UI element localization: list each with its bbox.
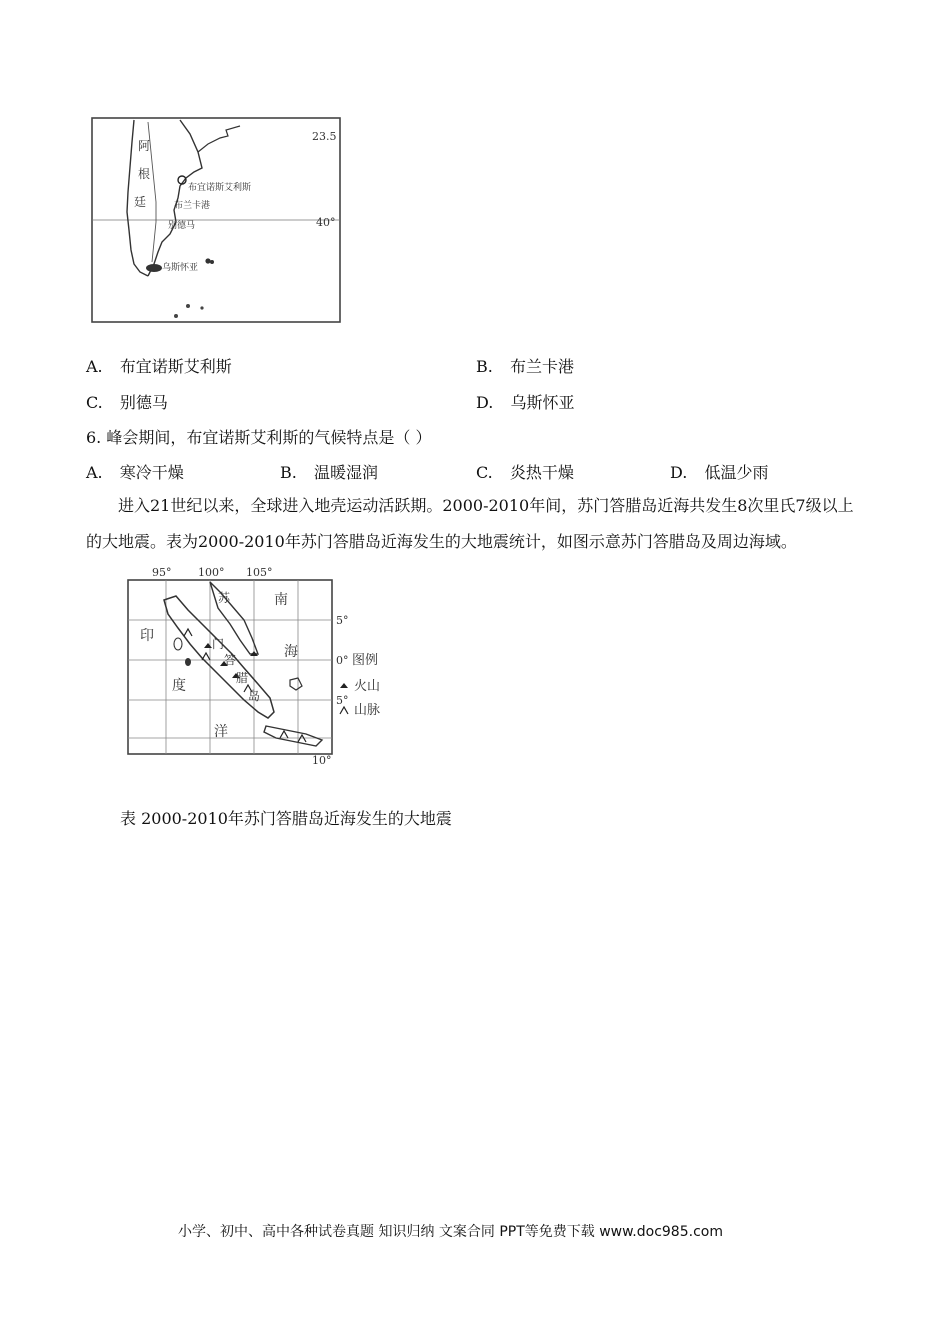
map2-lon-100: 100° [198,566,225,579]
map1-city-bahia-blanca: 布兰卡港 [174,201,211,211]
map2-legend-volcano-label: 火山 [354,679,381,694]
argentina-map [90,112,346,326]
map2-south-sea-char-2: 海 [284,644,298,660]
q6-stem: 6. 峰会期间，布宜诺斯艾利斯的气候特点是（ ） [86,428,432,447]
q6-option-a-text: 寒冷干燥 [119,463,184,482]
q6-option-b-letter: B. [280,463,297,482]
map1-island-5 [200,306,203,309]
map1-city-buenos-aires: 布宜诺斯艾利斯 [188,183,252,193]
map1-country-char-2: 根 [138,167,151,181]
q5-option-a [86,354,232,377]
map2-indian-ocean-char-1: 印 [140,628,154,644]
map1-lat-40: 40° [316,216,336,229]
map2-frame [128,580,332,754]
passage-paragraph: 进入21世纪以来，全球进入地壳运动活跃期。2000-2010年间，苏门答腊岛近海共发生8次里氏7级以上的大地震。表为2000-2010年苏门答腊岛近海发生的大地震统计，如图示意苏门答腊岛及周边海域。 [86,496,854,551]
map2-indian-ocean-char-3: 洋 [214,724,228,740]
map2-island-char-5: 岛 [248,689,261,703]
map2-south-sea-char-1: 南 [274,592,288,608]
map2-lat-10s: 10° [312,754,332,767]
map2-island-char-3: 答 [224,653,237,667]
map2-lon-95: 95° [152,566,172,579]
map2-island-char-1: 苏 [218,591,231,605]
map1-tierra-del-fuego [146,264,162,272]
map2-legend-volcano-icon [340,683,348,688]
map1-island-2 [210,260,214,264]
q6-option-a-letter: A. [86,463,103,482]
q5-option-c-letter: C. [86,393,103,412]
map2-legend-mountain-icon [340,707,348,714]
q6-option-d-letter: D. [670,463,688,482]
map1-city-viedma: 别德马 [168,221,196,231]
map1-island-3 [186,304,190,308]
map2-offshore-island-2 [185,658,191,666]
q6-option-a [86,460,184,483]
q6-option-c-text: 炎热干燥 [509,463,574,482]
map2-lat-5s: 5° [336,694,349,707]
map2-lon-105: 105° [246,566,273,579]
q6-option-c [476,460,574,483]
map2-indian-ocean-char-2: 度 [172,678,186,694]
q5-option-a-text: 布宜诺斯艾利斯 [119,357,232,376]
map1-country-char-3: 廷 [134,195,147,209]
q5-option-d-letter: D. [476,393,494,412]
q5-option-a-letter: A. [86,357,103,376]
map1-city-ushuaia: 乌斯怀亚 [162,263,199,273]
q5-option-b-text: 布兰卡港 [509,357,574,376]
page-footer: 小学、初中、高中各种试卷真题 知识归纳 文案合同 PPT等免费下载 www.doc985.com [178,1224,723,1240]
q5-option-c-text: 别德马 [119,393,168,412]
map2-lat-0: 0° [336,654,349,667]
q5-option-d [476,390,574,413]
map2-lat-5n: 5° [336,614,349,627]
table-caption: 表 2000-2010年苏门答腊岛近海发生的大地震 [120,809,452,828]
q6-option-b [280,460,378,483]
sumatra-map [120,562,410,770]
q6-option-b-text: 温暖湿润 [313,463,378,482]
q5-option-b-letter: B. [476,357,493,376]
q5-option-c [86,390,168,413]
map2-island-char-2: 门 [212,637,225,651]
q6-option-c-letter: C. [476,463,493,482]
map1-lat-tropic: 23.5 [312,130,337,143]
map2-legend-mountain-label: 山脉 [354,703,381,718]
q5-option-b [476,354,574,377]
q6-option-d-text: 低温少雨 [704,463,769,482]
map2-island-char-4: 腊 [236,671,249,685]
q6-option-d [670,460,768,483]
map1-country-char-1: 阿 [138,139,151,153]
map2-legend-title: 图例 [352,653,379,668]
map1-falklands [205,258,210,263]
q5-option-d-text: 乌斯怀亚 [510,393,575,412]
map1-island-4 [174,314,178,318]
